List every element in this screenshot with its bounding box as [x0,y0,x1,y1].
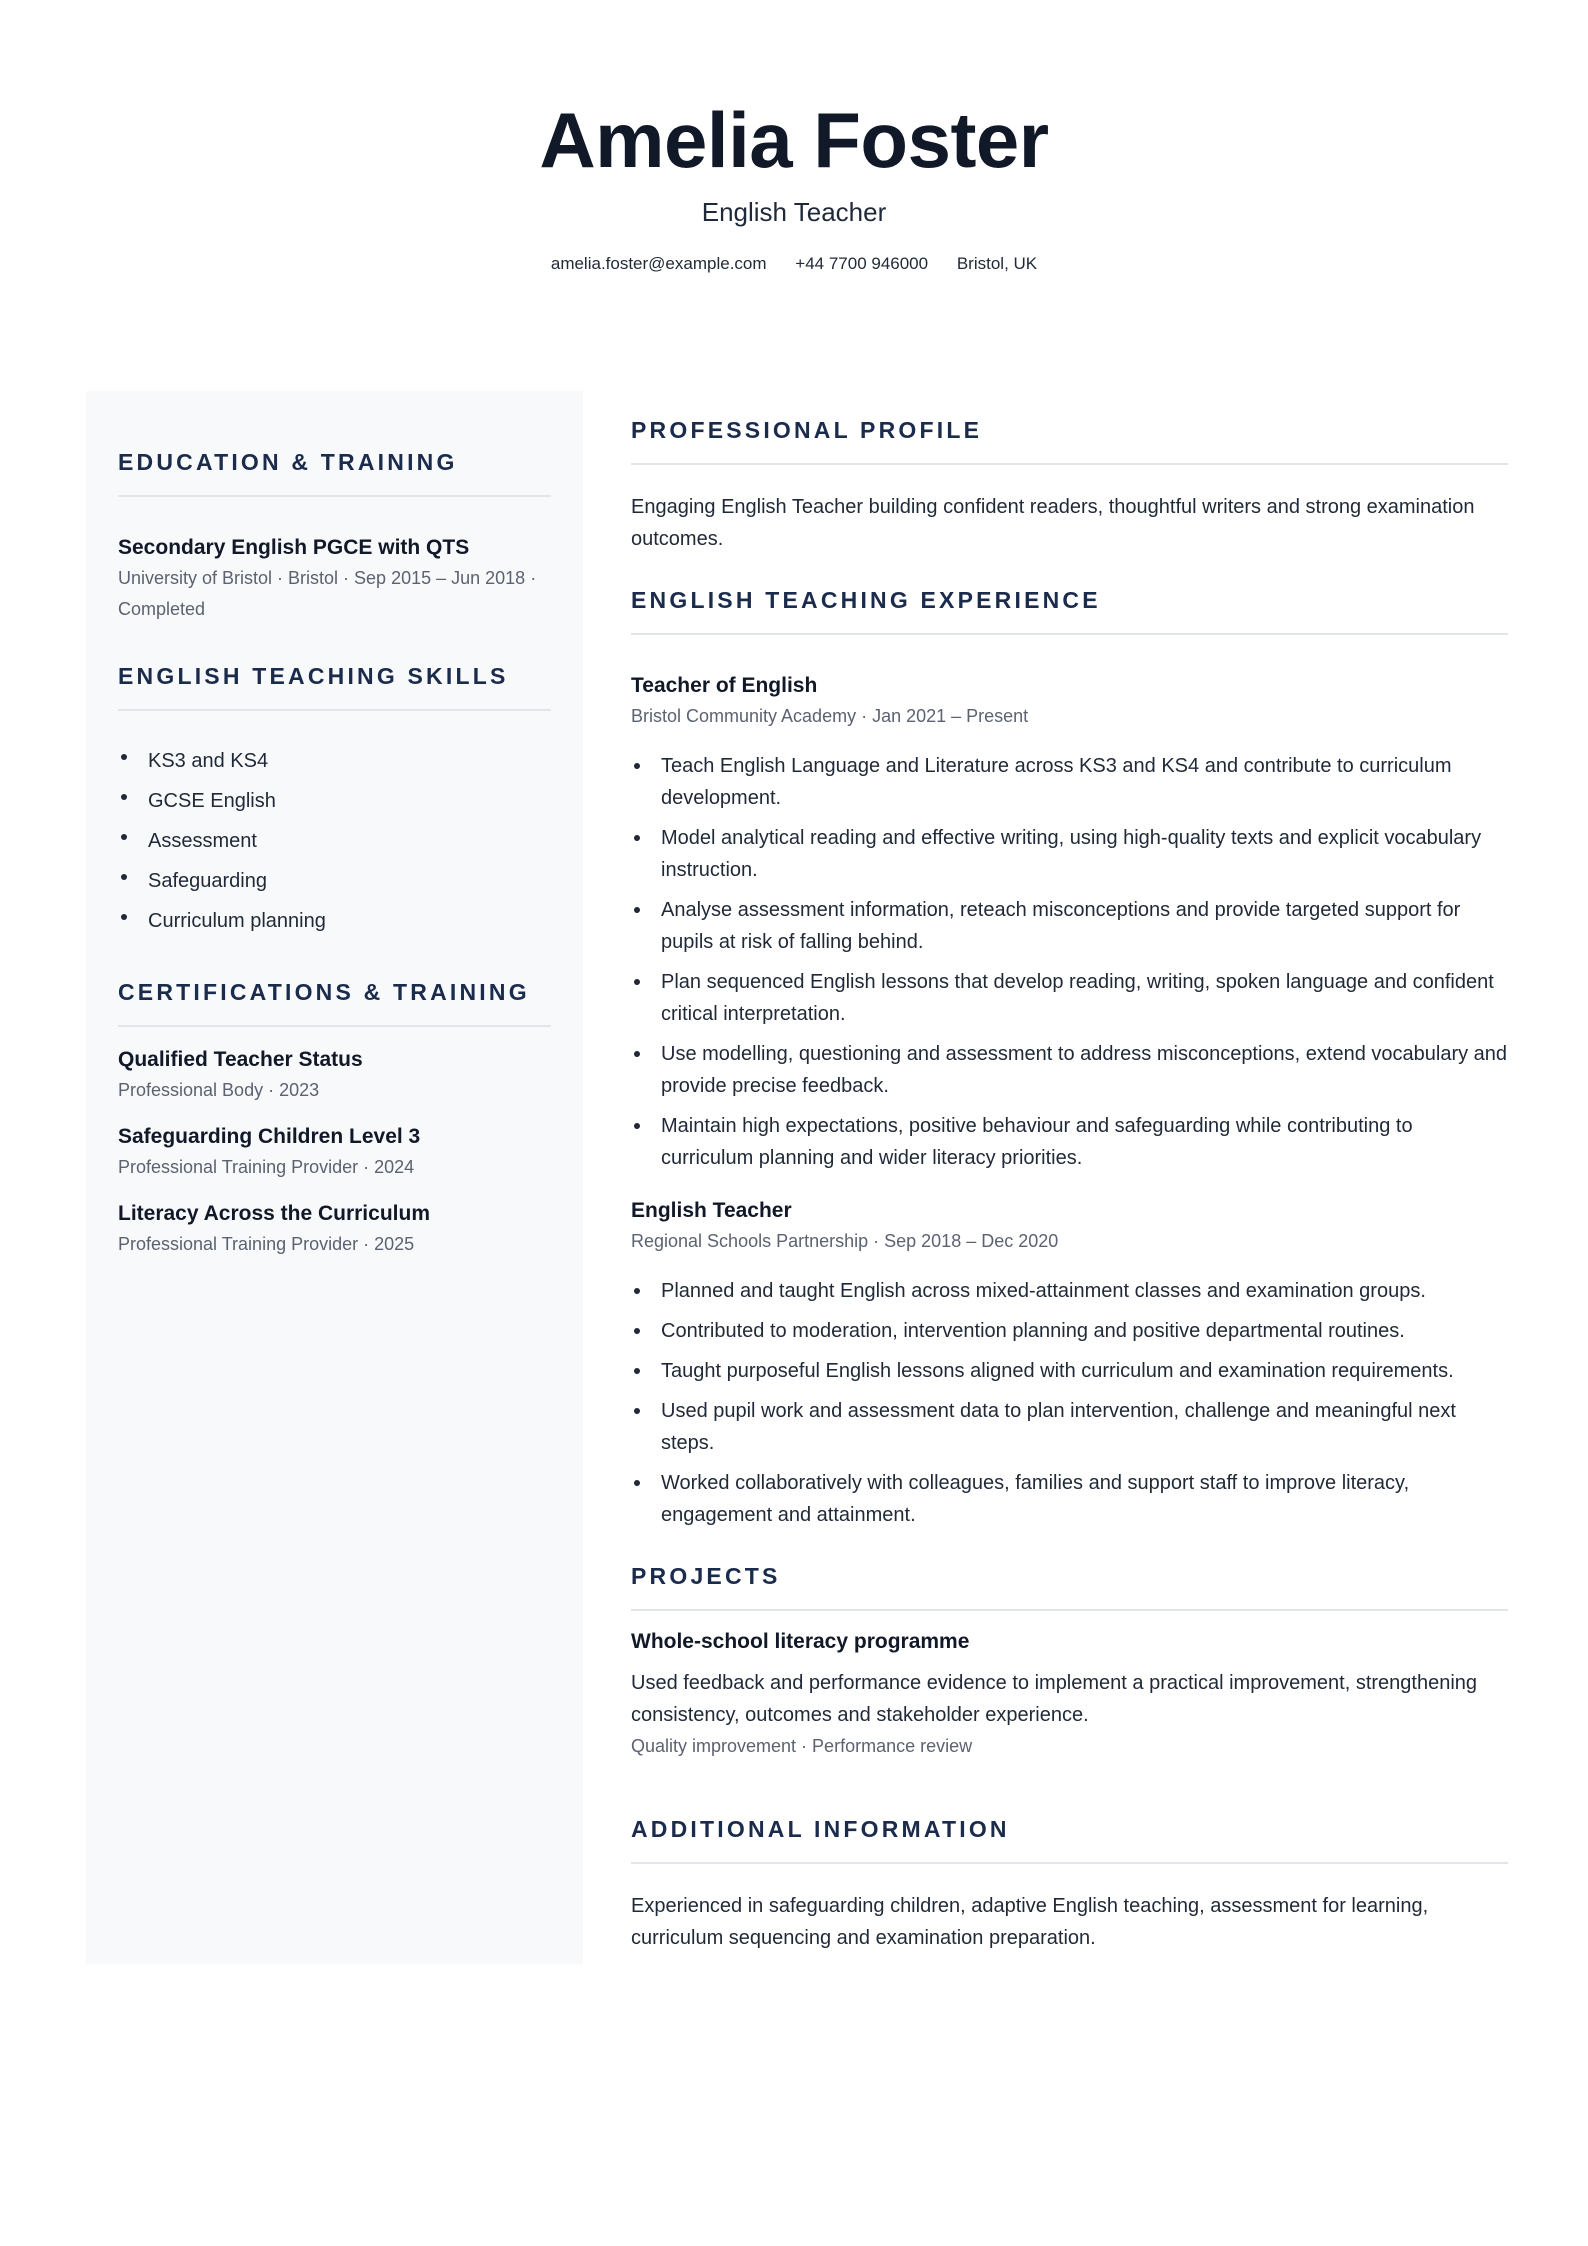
job-title: Teacher of English [631,674,818,697]
education-title: Secondary English PGCE with QTS [118,536,470,559]
additional-heading: ADDITIONAL INFORMATION [631,1814,1508,1864]
job-bullet: Taught purposeful English lessons aligned with curriculum and examination requirements. [631,1355,1508,1387]
job-bullets [631,750,1508,1174]
skill-item: KS3 and KS4 [118,741,551,781]
contact-email[interactable]: amelia.foster@example.com [550,254,767,273]
project-tags: Quality improvement · Performance review [631,1736,973,1756]
candidate-name: Amelia Foster [539,96,1049,184]
job-bullet: Worked collaboratively with colleagues, families and support staff to improve literacy, engagement and attainment. [631,1467,1508,1531]
contact-location: Bristol, UK [956,254,1038,273]
contact-line [0,254,1588,274]
certification-title: Qualified Teacher Status [118,1048,363,1071]
profile-text: Engaging English Teacher building confident readers, thoughtful writers and strong examination outcomes. [631,496,1475,550]
skill-item: Safeguarding [118,861,551,901]
certification-item [118,1122,551,1183]
education-meta: University of Bristol · Bristol · Sep 2015 – Jun 2018 · Completed [118,568,537,619]
job-title: English Teacher [631,1199,792,1222]
experience-section [631,585,1508,1531]
job-bullet: Plan sequenced English lessons that develop reading, writing, spoken language and confident critical interpretation. [631,966,1508,1030]
certification-meta: Professional Training Provider · 2024 [118,1157,415,1177]
job-entry [631,1196,1508,1531]
certification-title: Literacy Across the Curriculum [118,1202,430,1225]
skill-item: Curriculum planning [118,901,551,941]
projects-section [631,1561,1508,1762]
job-bullets [631,1275,1508,1531]
main-column [631,391,1508,1954]
certification-meta: Professional Body · 2023 [118,1080,320,1100]
experience-heading: ENGLISH TEACHING EXPERIENCE [631,585,1508,635]
job-bullet: Use modelling, questioning and assessment to address misconceptions, extend vocabulary and provide precise feedback. [631,1038,1508,1102]
job-meta: Regional Schools Partnership · Sep 2018 – Dec 2020 [631,1231,1059,1251]
skills-section [118,661,551,941]
job-bullet: Contributed to moderation, intervention planning and positive departmental routines. [631,1315,1508,1347]
certifications-heading: CERTIFICATIONS & TRAINING [118,977,551,1027]
profile-section [631,391,1508,555]
skill-item: Assessment [118,821,551,861]
skill-item: GCSE English [118,781,551,821]
job-bullet: Teach English Language and Literature across KS3 and KS4 and contribute to curriculum development. [631,750,1508,814]
certification-meta: Professional Training Provider · 2025 [118,1234,415,1254]
job-bullet: Model analytical reading and effective writing, using high-quality texts and explicit vocabulary instruction. [631,822,1508,886]
skills-heading: ENGLISH TEACHING SKILLS [118,661,551,711]
job-meta: Bristol Community Academy · Jan 2021 – Present [631,706,1029,726]
job-entry [631,671,1508,1174]
certification-item [118,1199,551,1260]
certifications-section [118,977,551,1260]
job-bullet: Planned and taught English across mixed-attainment classes and examination groups. [631,1275,1508,1307]
project-text: Used feedback and performance evidence to implement a practical improvement, strengthening consistency, outcomes and stakeholder experience. [631,1672,1478,1726]
certification-title: Safeguarding Children Level 3 [118,1125,421,1148]
candidate-title: English Teacher [701,197,887,227]
profile-heading: PROFESSIONAL PROFILE [631,415,1508,465]
additional-section [631,1814,1508,1954]
job-bullet: Analyse assessment information, reteach misconceptions and provide targeted support for pupils at risk of falling behind. [631,894,1508,958]
resume-header [0,92,1588,274]
additional-text: Experienced in safeguarding children, adaptive English teaching, assessment for learning, curriculum sequencing and examination preparation. [631,1895,1429,1949]
education-section [118,447,551,625]
skills-list [118,741,551,941]
job-bullet: Maintain high expectations, positive behaviour and safeguarding while contributing to curriculum planning and wider literacy priorities. [631,1110,1508,1174]
projects-heading: PROJECTS [631,1561,1508,1611]
job-bullet: Used pupil work and assessment data to plan intervention, challenge and meaningful next steps. [631,1395,1508,1459]
contact-phone[interactable]: +44 7700 946000 [795,254,929,273]
certification-item [118,1045,551,1106]
sidebar [86,391,583,1964]
project-title: Whole-school literacy programme [631,1630,970,1653]
education-heading: EDUCATION & TRAINING [118,447,551,497]
